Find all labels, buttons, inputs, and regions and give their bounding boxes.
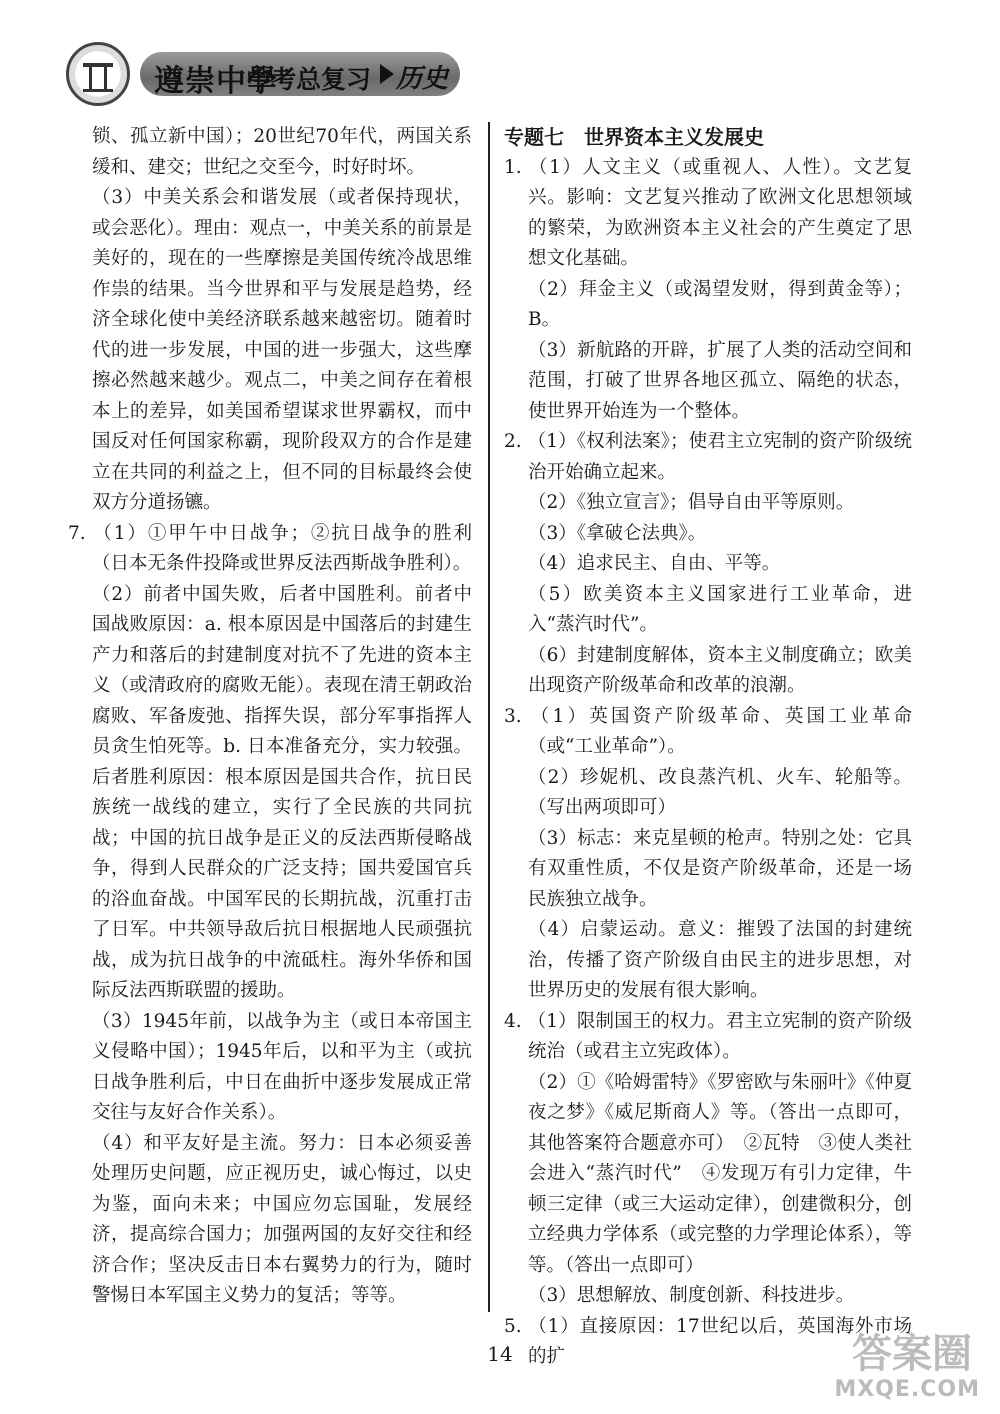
page-header [60,40,940,112]
watermark-text: 答案圈 [852,1331,972,1377]
question-7-part-1: 7. （1）①甲午中日战争；②抗日战争的胜利（日本无条件投降或世界反法西斯战争胜利）。 [68,522,472,574]
question-5-part-1: 5. （1）直接原因：17世纪以后，英国海外市场的扩 [504,1315,912,1367]
arrow-icon [380,64,394,84]
question-7-part-4: （4）和平友好是主流。努力：日本必须妥善处理历史问题，应正视历史，诚心悔过，以史为鉴，面向未来；中国应勿忘国耻，发展经济，提高综合国力；加强两国的友好交往和经济合作；坚决反击日本右翼势力的行为，随时警惕日本军国主义势力的复活；等等。 [92,1132,472,1306]
question-1-part-1: 1. （1）人文主义（或重视人、人性）。文艺复兴。影响：文艺复兴推动了欧洲文化思想领域的繁荣，为欧洲资本主义社会的产生奠定了思想文化基础。 [504,156,912,269]
question-3-part-3: （3）标志：来克星顿的枪声。特别之处：它具有双重性质，不仅是资产阶级革命，还是一场民族独立战争。 [528,827,912,910]
right-column [504,122,912,1373]
question-4-part-3: （3）思想解放、制度创新、科技进步。 [528,1285,855,1306]
question-3-part-1: 3. （1）英国资产阶级革命、英国工业革命（或“工业革命”）。 [504,705,912,757]
book-title: 中考总复习 [246,65,372,94]
question-7-part-2: （2）前者中国失败，后者中国胜利。前者中国战败原因：a. 根本原因是中国落后的封建生产力和落后的封建制度对抗不了先进的资本主义（或清政府的腐败无能）。表现在清王朝政治腐败、军备废弛、指挥失误，部分军事指挥人员贪生怕死等。b. 日本准备充分，实力较强。后者胜利原因：根本原因是国共合作，抗日民族统一战线的建立，实行了全民族的共同抗战；中国的抗日战争是正义的反法西斯侵略战争，得到人民群众的广泛支持；国共爱国官兵的浴血奋战。中国军民的长期抗战，沉重打击了日军。中共领导敌后抗日根据地人民顽强抗战，成为抗日战争的中流砥柱。海外华侨和国际反法西斯联盟的援助。 [92,583,472,1001]
page-number: 14 [487,1342,513,1366]
answer-paragraph: 锁、孤立新中国）；20世纪70年代，两国关系缓和、建交；世纪之交至今，时好时坏。 [92,126,472,178]
question-2-part-5: （5）欧美资本主义国家进行工业革命，进入“蒸汽时代”。 [528,583,912,635]
school-name: 遵崇中學 [154,64,278,99]
column-divider [488,122,490,1312]
question-1-part-3: （3）新航路的开辟，扩展了人类的活动空间和范围，打破了世界各地区孤立、隔绝的状态，使世界开始连为一个整体。 [528,339,912,422]
question-2-part-3: （3）《拿破仑法典》。 [528,522,707,544]
question-1-part-2: （2）拜金主义（或渴望发财，得到黄金等）；B。 [528,278,912,330]
question-2-part-2: （2）《独立宣言》；倡导自由平等原则。 [528,492,855,513]
subject-label: 历史 [396,64,449,94]
question-3-part-2: （2）珍妮机、改良蒸汽机、火车、轮船等。（写出两项即可） [528,766,912,818]
question-3-part-4: （4）启蒙运动。意义：摧毁了法国的封建统治，传播了资产阶级自由民主的进步思想，对世界历史的发展有很大影响。 [528,919,912,1001]
school-seal-icon [66,42,130,106]
question-2-part-4: （4）追求民主、自由、平等。 [528,553,781,574]
answer-paragraph: （3）中美关系会和谐发展（或者保持现状，或会恶化）。理由：观点一，中美关系的前景是美好的，现在的一些摩擦是美国传统冷战思维作祟的结果。当今世界和平与发展是趋势，经济全球化使中美经济联系越来越密切。随着时代的进一步发展，中国的进一步强大，这些摩擦必然越来越少。观点二，中美之间存在着根本上的差异，如美国希望谋求世界霸权，而中国反对任何国家称霸，现阶段双方的合作是建立在共同的利益之上，但不同的目标最终会使双方分道扬镳。 [92,187,472,513]
watermark-logo [810,1322,980,1402]
question-2-part-6: （6）封建制度解体，资本主义制度确立；欧美出现资产阶级革命和改革的浪潮。 [528,644,912,696]
left-column [68,122,472,1312]
question-4-part-2: （2）①《哈姆雷特》《罗密欧与朱丽叶》《仲夏夜之梦》《威尼斯商人》等。（答出一点即可，其他答案符合题意亦可） ②瓦特 ③使人类社会进入“蒸汽时代” ④发现万有引力定律，牛顿三定律（或三大运动定律），创建微积分，创立经典力学体系（或完整的力学理论体系），等等。（答出一点即可） [528,1071,912,1276]
question-4-part-1: 4. （1）限制国王的权力。君主立宪制的资产阶级统治（或君主立宪政体）。 [504,1010,912,1062]
question-7-part-3: （3）1945年前，以战争为主（或日本帝国主义侵略中国）；1945年后，以和平为主（或抗日战争胜利后，中日在曲折中逐步发展成正常交往与友好合作关系）。 [92,1010,472,1123]
watermark-url: MXQE.COM [834,1377,980,1402]
question-2-part-1: 2. （1）《权利法案》；使君主立宪制的资产阶级统治开始确立起来。 [504,431,912,483]
section-title: 专题七 世界资本主义发展史 [504,125,764,149]
